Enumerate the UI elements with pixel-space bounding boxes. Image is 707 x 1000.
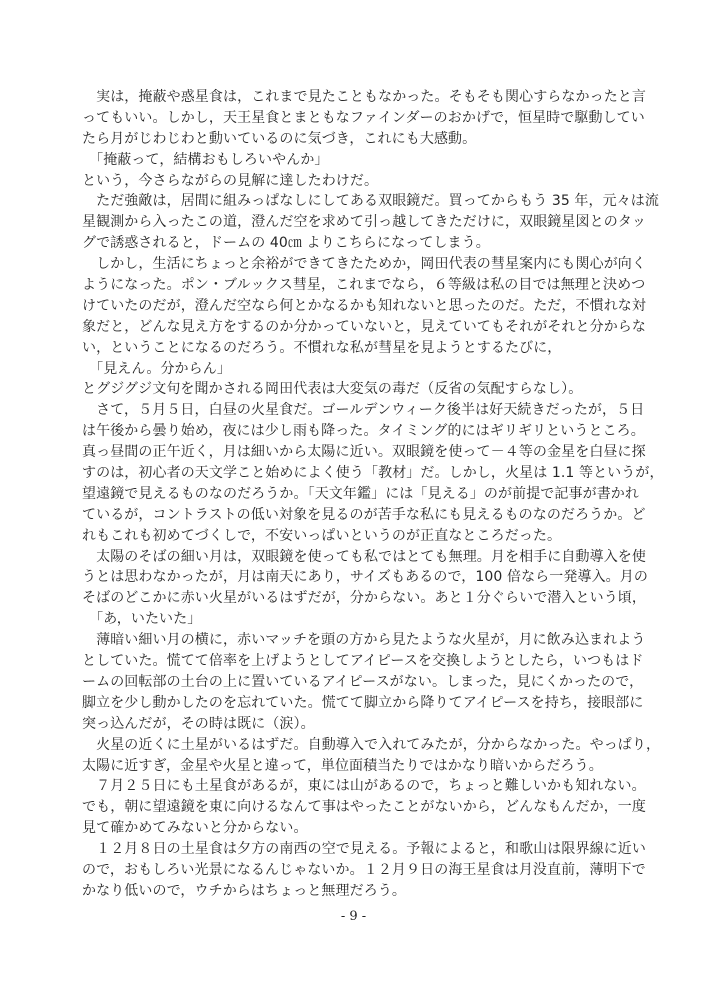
text-line: 突っ込んだが，その時は既に（涙）。: [82, 715, 315, 732]
text-line: １２月８日の土星食は夕方の南西の空で見える。予報によると，和歌山は限界線に近い: [82, 841, 646, 858]
text-line: すのは，初心者の天文学こと始めによく使う「教材」だ。しかし，火星は 1.1 等というが，: [82, 465, 664, 482]
text-line: 脚立を少し動かしたのを忘れていた。慌てて脚立から降りてアイピースを持ち，接眼部に: [82, 694, 644, 711]
text-line: 「見えん。分からん」: [82, 360, 231, 377]
text-line: 実は，掩蔽や惑星食は，これまで見たこともなかった。そもそも関心すらなかったと言: [82, 89, 646, 105]
text-line: しかし，生活にちょっと余裕ができてきたためか，岡田代表の彗星案内にも関心が向く: [82, 256, 646, 273]
text-line: グで誘惑されると，ドームの 40㎝ よりこちらになってしまう。: [82, 235, 490, 252]
text-line: れもこれも初めてづくしで，不安いっぱいというのが正直なところだった。: [82, 527, 562, 544]
text-line: うとは思わなかったが，月は南天にあり，サイズもあるので，100 倍なら一発導入。月の: [82, 569, 648, 586]
text-line: ただ強敵は，居間に組みっぱなしにしてある双眼鏡だ。買ってからもう 35 年，元々は流: [82, 193, 660, 210]
text-line: い，ということになるのだろう。不慣れな私が彗星を見ようとするたびに，: [82, 339, 562, 356]
text-line: 火星の近くに土星がいるはずだ。自動導入で入れてみたが，分からなかった。やっぱり，: [82, 736, 661, 753]
text-line: ７月２５日にも土星食があるが，東には山があるので，ちょっと難しいかも知れない。: [82, 778, 646, 795]
text-line: ようになった。ポン・ブルックス彗星，これまでなら，６等級は私の目では無理と決めつ: [82, 277, 646, 294]
text-line: ってもいい。しかし，天王星食とまともなファインダーのおかげで，恒星時で駆動してい: [82, 109, 645, 126]
text-line: 真っ昼間の正午近く，月は細いから太陽に近い。双眼鏡を使って－４等の金星を白昼に探: [82, 444, 646, 461]
text-line: かなり低いので，ウチからはちょっと無理だろう。: [82, 882, 407, 899]
text-line: 「あ，いたいた」: [82, 611, 202, 628]
text-line: 望遠鏡で見えるものなのだろうか。「天文年鑑」には「見える」のが前提で記事が書かれ: [82, 485, 639, 502]
text-line: 象だと，どんな見え方をするのか分かっていないと，見えていてもそれがそれと分からな: [82, 318, 646, 335]
text-line: という，今さらながらの見解に達したわけだ。: [82, 172, 379, 189]
text-line: 太陽のそばの細い月は，双眼鏡を使っても私ではとても無理。月を相手に自動導入を使: [82, 548, 646, 565]
text-line: 星観測から入ったこの道，澄んだ空を求めて引っ越してきただけに，双眼鏡星図とのタッ: [82, 214, 646, 231]
text-line: 見て確かめてみないと分からない。: [82, 820, 308, 837]
text-line: 「掩蔽って，結構おもしろいやんか」: [82, 151, 329, 168]
text-line: としていた。慌てて倍率を上げようとしてアイピースを交換しようとしたら，いつもはド: [82, 653, 644, 670]
text-line: そばのどこかに赤い火星がいるはずだが，分からない。あと１分ぐらいで潜入という頃，: [82, 590, 646, 607]
text-line: とグジグジ文句を聞かされる岡田代表は大変気の毒だ（反省の気配すらなし）。: [82, 381, 583, 398]
text-line: 太陽に近すぎ，金星や火星と違って，単位面積当たりではかなり暗いからだろう。: [82, 757, 603, 774]
essay-body-text: [82, 87, 664, 902]
text-line: たら月がじわじわと動いているのに気づき，これにも大感動。: [82, 130, 477, 147]
text-line: さて，５月５日，白昼の火星食だ。ゴールデンウィーク後半は好天続きだったが，５日: [82, 402, 645, 419]
text-line: けていたのだが，澄んだ空なら何とかなるかも知れないと思ったのだ。ただ，不慣れな対: [82, 297, 646, 314]
text-line: ームの回転部の土台の上に置いているアイピースがない。しまった，見にくかったので，: [82, 673, 644, 690]
text-line: 薄暗い細い月の横に，赤いマッチを頭の方から見たような火星が，月に飲み込まれよう: [82, 632, 646, 649]
text-line: ているが，コントラストの低い対象を見るのが苦手な私にも見えるものなのだろうか。ど: [82, 506, 646, 523]
page-number: - 9 -: [340, 909, 367, 924]
text-line: でも，朝に望遠鏡を東に向けるなんて事はやったことがないから，どんなもんだか，一度: [82, 799, 646, 816]
text-line: ので，おもしろい光景になるんじゃないか。１２月９日の海王星食は月没直前，薄明下で: [82, 861, 646, 878]
text-line: は午後から曇り始め，夜には少し雨も降った。タイミング的にはギリギリというところ。: [82, 423, 645, 440]
